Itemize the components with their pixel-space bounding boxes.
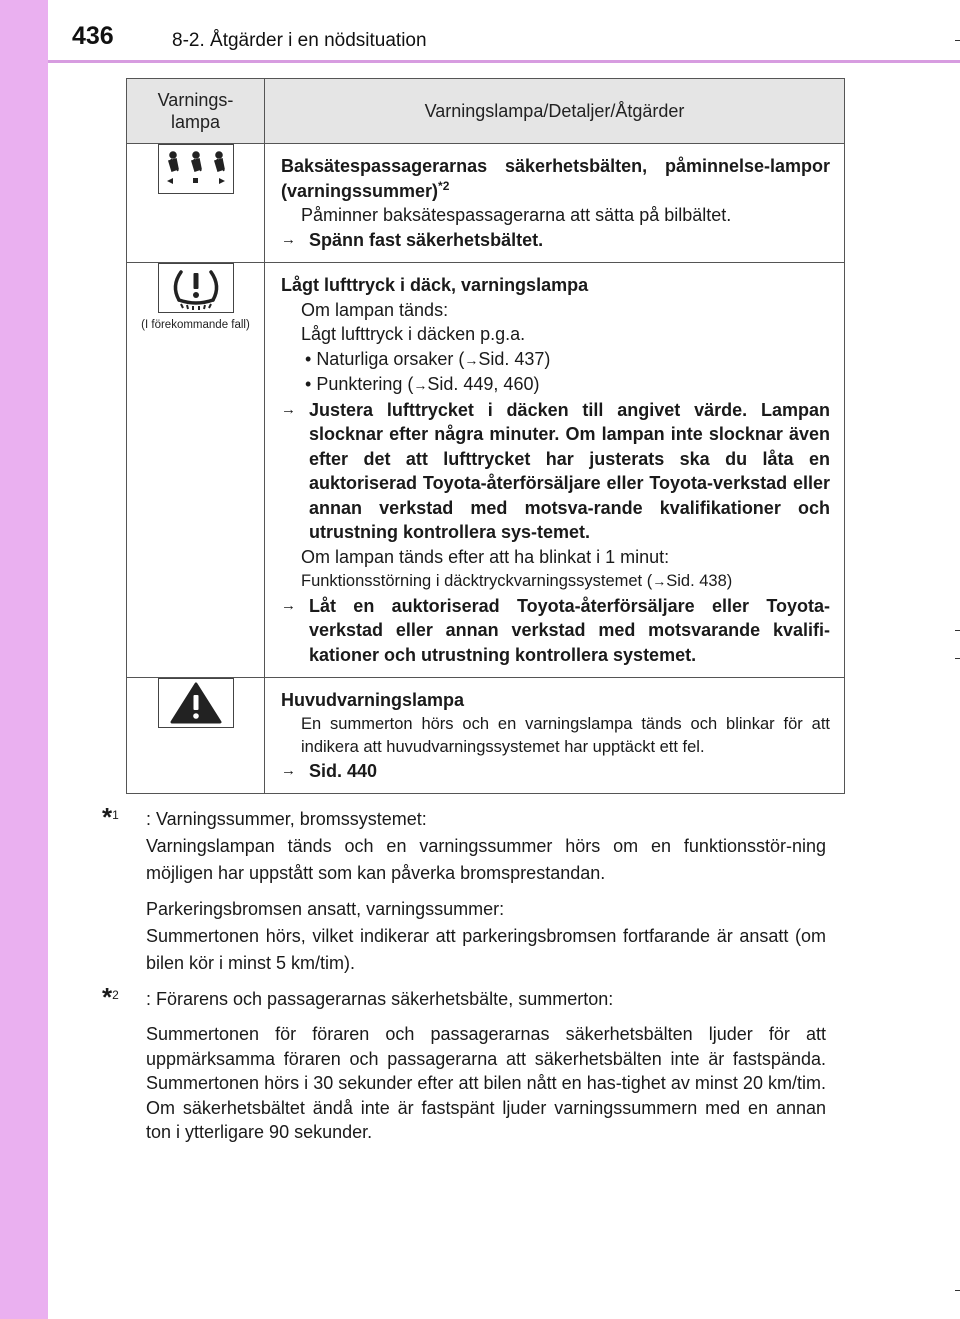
arrow-icon: → <box>281 761 296 779</box>
action-line: → Spänn fast säkerhetsbältet. <box>281 228 830 253</box>
detail-column-header: Varningslampa/Detaljer/Åtgärder <box>265 79 845 144</box>
action-line: → Sid. 440 <box>281 759 830 784</box>
arrow-icon: → <box>281 230 296 248</box>
arrow-icon: → <box>413 377 428 393</box>
condition-text: Funktionsstörning i däcktryckvarningssystemet (→Sid. 438) <box>301 572 733 590</box>
condition-text: Om lampan tänds efter att ha blinkat i 1 minut: <box>301 546 670 567</box>
table-row <box>127 144 845 263</box>
crop-mark <box>955 630 960 631</box>
condition-text: Om lampan tänds: <box>301 299 449 320</box>
crop-mark <box>955 1290 960 1291</box>
lamp-title: Baksätespassagerarnas säkerhetsbälten, påminnelse-lampor (varningssummer)$^{*2}$ <box>281 156 830 201</box>
lamp-detail: En summerton hörs och en varningslampa tänds och blinkar för att indikera att huvudvarningssystemet har upptäckt ett fel. <box>301 714 830 756</box>
action-line: → Justera lufttrycket i däcken till angivet värde. Lampan slocknar efter några minuter. Om lampan inte slocknar även efter det att lufttrycket har justerats ska du låta en auktoriserad Toyota-återförsäljare eller Toyota-verkstad eller annan verkstad med motsva-rande kvalifikationer och utrustning kontrollera sys-temet. <box>281 399 830 542</box>
crop-mark <box>955 658 960 659</box>
detail-cell <box>265 678 845 794</box>
arrow-icon: → <box>652 573 667 589</box>
footnote-text: Parkeringsbromsen ansatt, varningssummer: <box>146 899 505 919</box>
footnote-text: Summertonen för föraren och passagerarnas säkerhetsbälten ljuder för att uppmärksamma föraren och passagerarna att säkerhetsbälten inte är fastspända. Summertonen hörs i 30 sekunder efter att bilen nått en has-tighet av minst 20 km/tim. Om säkerhetsbältet ändå inte är fastspänt ljuder varningssummern med en annan ton i ytterligare 90 sekunder. <box>146 1024 826 1142</box>
footnote-mark: *$^1$ <box>102 802 119 832</box>
lamp-column-header: Varnings- lampa <box>127 79 265 144</box>
page-edge-band <box>0 0 48 1319</box>
detail-cell <box>265 263 845 678</box>
table-header-row <box>127 79 845 144</box>
bullet-item: • Naturliga orsaker (→Sid. 437) <box>305 348 551 369</box>
warning-lamp-table <box>126 78 845 794</box>
arrow-icon: → <box>464 351 479 368</box>
lamp-title: Lågt lufttryck i däck, varningslampa <box>281 275 589 295</box>
master-warning-icon <box>158 678 234 728</box>
table-row <box>127 678 845 794</box>
arrow-icon: → <box>281 596 296 614</box>
crop-mark <box>955 40 960 41</box>
lamp-cell <box>127 144 265 263</box>
footnote-mark: *$^2$ <box>102 982 119 1012</box>
lamp-detail: Påminner baksätespassagerarna att sätta på bilbältet. <box>301 205 732 225</box>
lamp-note: (I förekommande fall) <box>141 319 250 331</box>
footnote-ref: *2 <box>438 178 450 193</box>
header-rule <box>48 60 960 63</box>
action-line: → Låt en auktoriserad Toyota-återförsäljare eller Toyota-verkstad eller annan verkstad med motsvarande kvalifi-kationer och utrustning kontrollera systemet. <box>281 595 830 665</box>
detail-cell <box>265 144 845 263</box>
bullet-item: • Punktering (→Sid. 449, 460) <box>305 374 540 394</box>
section-title: 8-2. Åtgärder i en nödsituation <box>172 30 427 51</box>
lamp-cell <box>127 263 265 678</box>
footnote-heading: *$^1$ : Varningssummer, bromssystemet: <box>102 802 427 832</box>
lamp-title: Huvudvarningslampa <box>281 690 465 710</box>
footnote-text: Summertonen hörs, vilket indikerar att parkeringsbromsen fortfarande är ansatt (om bilen kör i minst 5 km/tim). <box>146 926 826 973</box>
arrow-icon: → <box>281 400 296 418</box>
footnotes <box>102 802 826 1145</box>
footnote-text: Varningslampan tänds och en varningssummer hörs om en funktionsstör-ning möjligen har uppstått som kan påverka bromsprestandan. <box>146 836 826 883</box>
condition-text: Lågt lufttryck i däcken p.g.a. <box>301 324 526 344</box>
lamp-cell <box>127 678 265 794</box>
footnote-heading: *$^2$ : Förarens och passagerarnas säkerhetsbälte, summerton: <box>102 982 614 1012</box>
table-row <box>127 263 845 678</box>
page-number: 436 <box>72 22 114 50</box>
rear-seatbelt-reminder-icon <box>158 144 234 194</box>
tire-pressure-warning-icon <box>158 263 234 313</box>
